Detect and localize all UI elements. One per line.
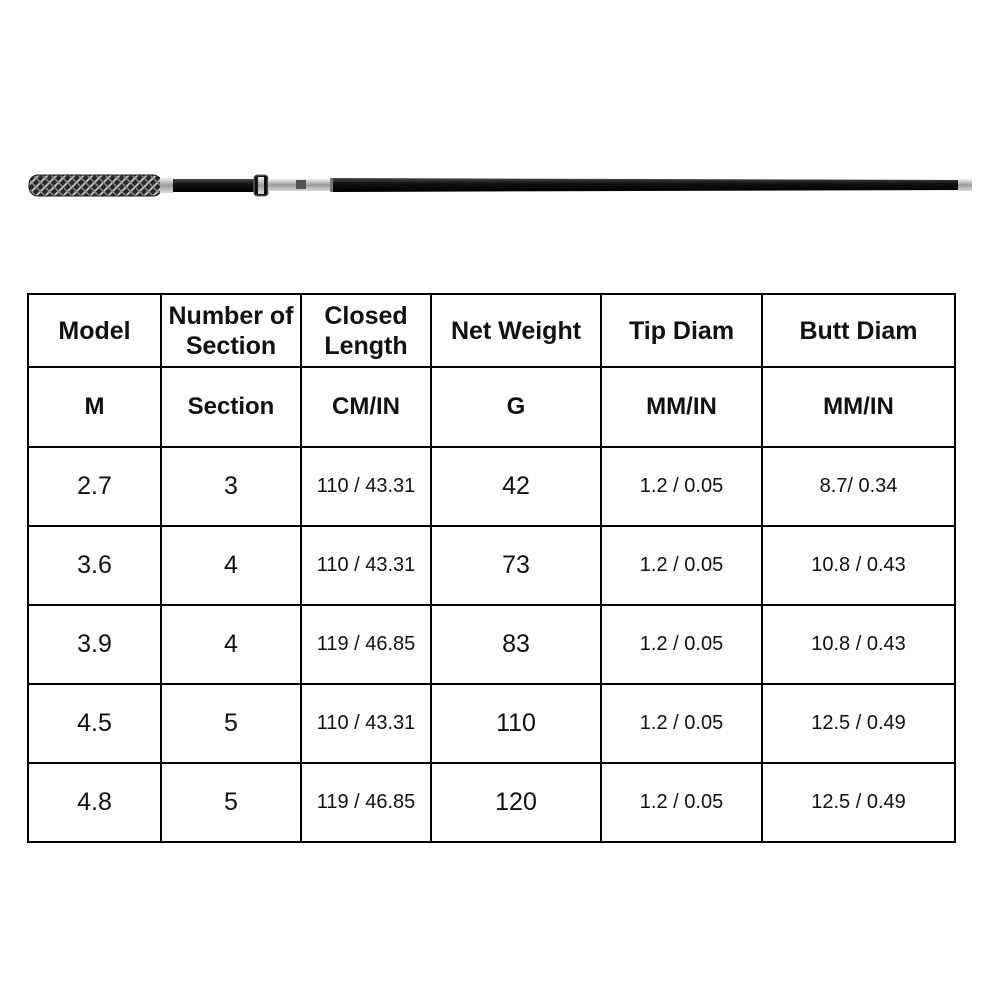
header-number-of-section: Number of Section <box>161 294 301 367</box>
cell-net-weight: 73 <box>431 526 601 605</box>
cell-closed-length: 110 / 43.31 <box>301 526 431 605</box>
cell-sections: 5 <box>161 763 301 842</box>
cell-butt-diam: 10.8 / 0.43 <box>762 526 955 605</box>
cell-net-weight: 110 <box>431 684 601 763</box>
cell-closed-length: 110 / 43.31 <box>301 684 431 763</box>
header-butt-diam: Butt Diam <box>762 294 955 367</box>
cell-net-weight: 42 <box>431 447 601 526</box>
cell-net-weight: 120 <box>431 763 601 842</box>
table-row <box>28 605 955 684</box>
table-row <box>28 763 955 842</box>
cell-tip-diam: 1.2 / 0.05 <box>601 763 762 842</box>
cell-sections: 4 <box>161 526 301 605</box>
cell-tip-diam: 1.2 / 0.05 <box>601 684 762 763</box>
cell-tip-diam: 1.2 / 0.05 <box>601 526 762 605</box>
cell-net-weight: 83 <box>431 605 601 684</box>
cell-model: 4.5 <box>28 684 161 763</box>
header-row <box>28 294 955 367</box>
cell-tip-diam: 1.2 / 0.05 <box>601 447 762 526</box>
unit-tip-diam: MM/IN <box>601 367 762 447</box>
header-tip-diam: Tip Diam <box>601 294 762 367</box>
cell-model: 3.6 <box>28 526 161 605</box>
table-row <box>28 447 955 526</box>
unit-net-weight: G <box>431 367 601 447</box>
cell-closed-length: 119 / 46.85 <box>301 763 431 842</box>
specification-table <box>27 293 956 843</box>
cell-butt-diam: 10.8 / 0.43 <box>762 605 955 684</box>
header-net-weight: Net Weight <box>431 294 601 367</box>
table-row <box>28 684 955 763</box>
cell-model: 2.7 <box>28 447 161 526</box>
fishing-rod-image <box>0 160 1001 210</box>
cell-closed-length: 110 / 43.31 <box>301 447 431 526</box>
cell-model: 3.9 <box>28 605 161 684</box>
units-row <box>28 367 955 447</box>
unit-closed-length: CM/IN <box>301 367 431 447</box>
cell-tip-diam: 1.2 / 0.05 <box>601 605 762 684</box>
header-closed-length: Closed Length <box>301 294 431 367</box>
cell-model: 4.8 <box>28 763 161 842</box>
cell-sections: 5 <box>161 684 301 763</box>
header-model: Model <box>28 294 161 367</box>
cell-closed-length: 119 / 46.85 <box>301 605 431 684</box>
cell-butt-diam: 8.7/ 0.34 <box>762 447 955 526</box>
cell-sections: 4 <box>161 605 301 684</box>
cell-sections: 3 <box>161 447 301 526</box>
cell-butt-diam: 12.5 / 0.49 <box>762 763 955 842</box>
table-row <box>28 526 955 605</box>
unit-butt-diam: MM/IN <box>762 367 955 447</box>
unit-model: M <box>28 367 161 447</box>
cell-butt-diam: 12.5 / 0.49 <box>762 684 955 763</box>
unit-section: Section <box>161 367 301 447</box>
